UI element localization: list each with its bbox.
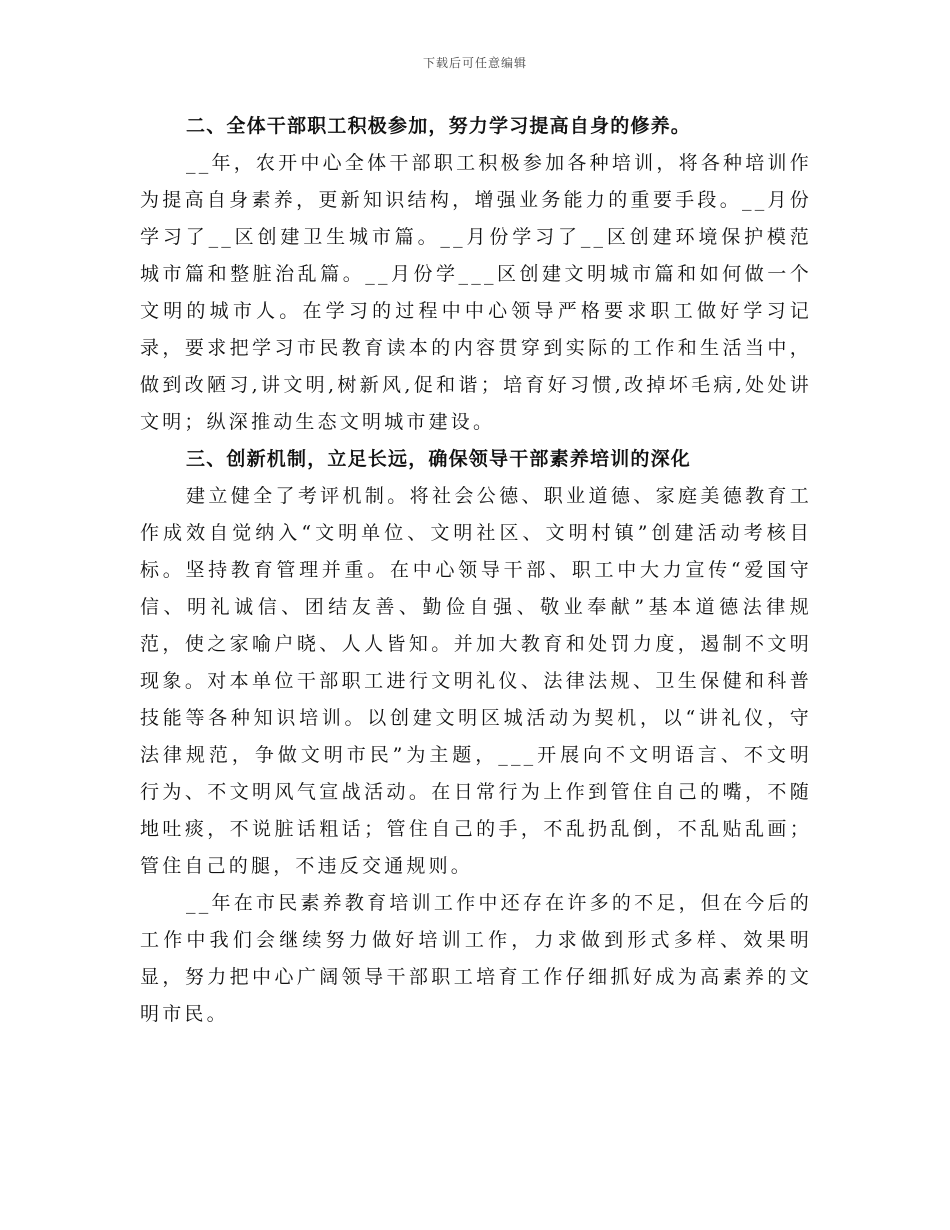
paragraph-conclusion: __年在市民素养教育培训工作中还存在许多的不足，但在今后的工作中我们会继续努力做好培训工作，力求做到形式多样、效果明显，努力把中心广阔领导干部职工培育工作仔细抓好成为高素养的文明市民。 <box>140 892 812 1025</box>
paragraph-training: __年，农开中心全体干部职工积极参加各种培训，将各种培训作为提高自身素养，更新知识结构，增强业务能力的重要手段。__月份学习了__区创建卫生城市篇。__月份学习了__区创建环境保护模范城市篇和整脏治乱篇。__月份学___区创建文明城市篇和如何做一个文明的城市人。在学习的过程中中心领导严格要求职工做好学习记录，要求把学习市民教育读本的内容贯穿到实际的工作和生活当中，做到改陋习,讲文明,树新风,促和谐；培育好习惯,改掉坏毛病,处处讲文明；纵深推动生态文明城市建设。 <box>140 152 812 433</box>
section-heading-3: 三、创新机制，立足长远，确保领导干部素养培训的深化 <box>186 448 692 470</box>
document-body <box>140 108 812 1033</box>
paragraph-mechanism: 建立健全了考评机制。将社会公德、职业道德、家庭美德教育工作成效自觉纳入“文明单位、文明社区、文明村镇”创建活动考核目标。坚持教育管理并重。在中心领导干部、职工中大力宣传“爱国守信、明礼诚信、团结友善、勤俭自强、敬业奉献”基本道德法律规范，使之家喻户晓、人人皆知。并加大教育和处罚力度，遏制不文明现象。对本单位干部职工进行文明礼仪、法律法规、卫生保健和科普技能等各种知识培训。以创建文明区城活动为契机，以“讲礼仪，守法律规范，争做文明市民”为主题，___开展向不文明语言、不文明行为、不文明风气宣战活动。在日常行为上作到管住自己的嘴，不随地吐痰，不说脏话粗话；管住自己的手，不乱扔乱倒，不乱贴乱画；管住自己的腿，不违反交通规则。 <box>140 485 812 877</box>
header-note: 下载后可任意编辑 <box>422 56 527 70</box>
section-heading-2: 二、全体干部职工积极参加，努力学习提高自身的修养。 <box>186 115 692 137</box>
